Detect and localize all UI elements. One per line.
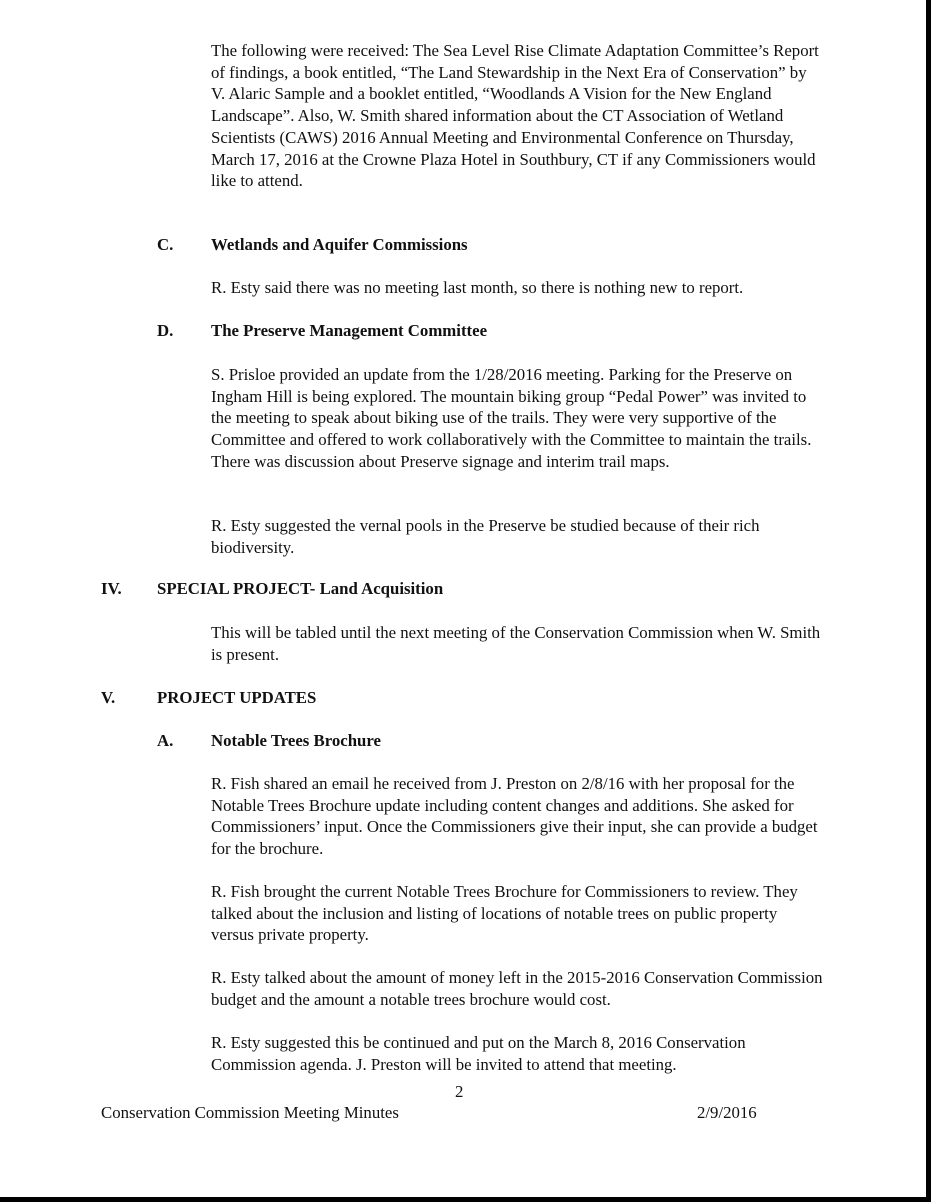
section-c-title: Wetlands and Aquifer Commissions <box>211 235 468 254</box>
section-v-title: PROJECT UPDATES <box>157 688 317 707</box>
intro-paragraph: The following were received: The Sea Level Rise Climate Adaptation Committee’s Report of findings, a book entitled, “The Land Stewardship in the Next Era of Conservation” by V. Alaric Sample and a booklet entitled, “Woodlands A Vision for the New England Landscape”. Also, W. Smith shared information about the CT Association of Wetland Scientists (CAWS) 2016 Annual Meeting and Environmental Conference on Thursday, March 17, 2016 at the Crowne Plaza Hotel in Southbury, CT if any Commissioners would like to attend. <box>211 41 819 191</box>
section-v-a-letter: A. <box>157 731 174 750</box>
section-v-numeral: V. <box>101 688 116 707</box>
section-d-paragraph-2: R. Esty suggested the vernal pools in the Preserve be studied because of their rich biodiversity. <box>211 516 760 557</box>
section-iv-paragraph: This will be tabled until the next meeting of the Conservation Commission when W. Smith is present. <box>211 623 821 664</box>
section-iv-title: SPECIAL PROJECT- Land Acquisition <box>157 579 444 598</box>
section-d-paragraph-1: S. Prisloe provided an update from the 1/28/2016 meeting. Parking for the Preserve on Ingham Hill is being explored. The mountain biking group “Pedal Power” was invited to the meeting to speak about biking use of the trails. They were very supportive of the Committee and offered to work collaboratively with the Committee to maintain the trails. There was discussion about Preserve signage and interim trail maps. <box>211 365 812 471</box>
section-c-letter: C. <box>157 235 174 254</box>
section-iv-numeral: IV. <box>101 579 122 598</box>
notable-trees-paragraph-3: R. Esty talked about the amount of money left in the 2015-2016 Conservation Commission budget and the amount a notable trees brochure would cost. <box>211 968 823 1009</box>
section-d-title: The Preserve Management Committee <box>211 321 488 340</box>
section-c-paragraph: R. Esty said there was no meeting last month, so there is nothing new to report. <box>211 278 744 297</box>
notable-trees-paragraph-1: R. Fish shared an email he received from J. Preston on 2/8/16 with her proposal for the Notable Trees Brochure update including content changes and additions. She asked for Commissioners’ input. Once the Commissioners give their input, she can provide a budget for the brochure. <box>211 774 818 859</box>
page-number: 2 <box>455 1082 464 1101</box>
footer-title: Conservation Commission Meeting Minutes <box>101 1103 399 1122</box>
notable-trees-paragraph-4: R. Esty suggested this be continued and put on the March 8, 2016 Conservation Commission agenda. J. Preston will be invited to attend that meeting. <box>211 1033 746 1074</box>
notable-trees-paragraph-2: R. Fish brought the current Notable Trees Brochure for Commissioners to review. They talked about the inclusion and listing of locations of notable trees on public property versus private property. <box>211 882 798 945</box>
section-v-a-title: Notable Trees Brochure <box>211 731 381 750</box>
section-d-letter: D. <box>157 321 174 340</box>
footer-date: 2/9/2016 <box>697 1103 757 1122</box>
